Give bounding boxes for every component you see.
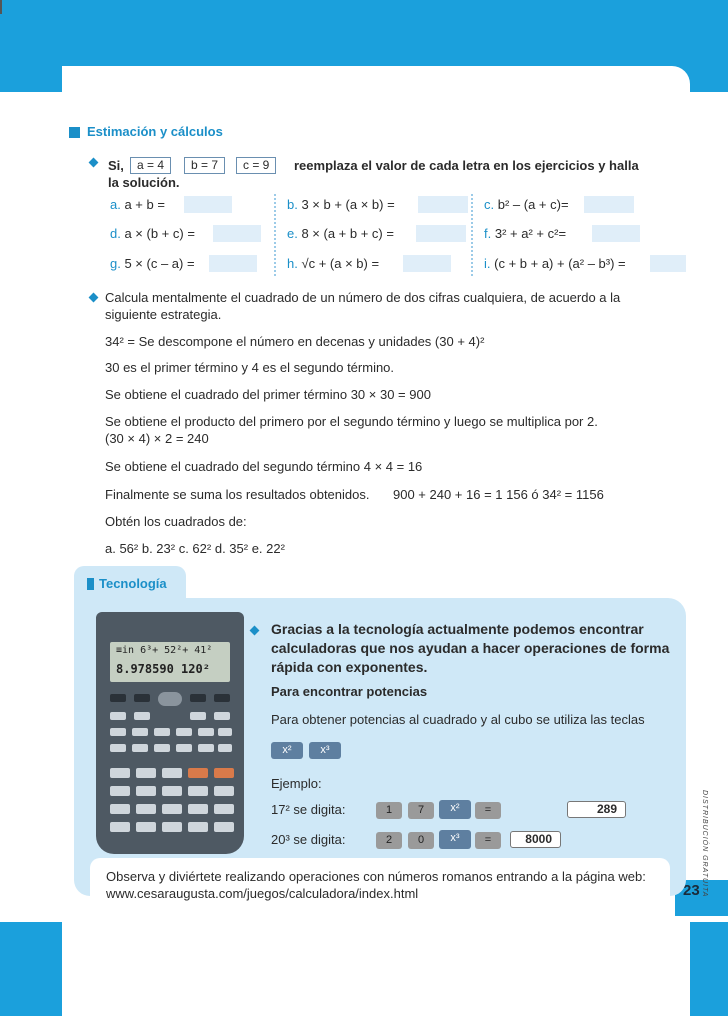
calculator-key bbox=[136, 768, 156, 778]
strategy-lead-line2: siguiente estrategia. bbox=[105, 307, 222, 322]
key-1: 1 bbox=[376, 802, 402, 819]
note-line1: Observa y diviértete realizando operaciones con números romanos entrando a la página web: bbox=[106, 869, 646, 884]
key-x-squared: x² bbox=[439, 800, 471, 819]
calculator-key bbox=[136, 804, 156, 814]
column-separator bbox=[471, 194, 473, 276]
cube-key-button: x³ bbox=[309, 742, 341, 759]
strategy-result: 900 + 240 + 16 = 1 156 ó 34² = 1156 bbox=[393, 487, 604, 502]
calculator-key bbox=[218, 744, 232, 752]
calculator-key bbox=[110, 768, 130, 778]
tech-paragraph-line1: Gracias a la tecnología actualmente podemos encontrar bbox=[271, 621, 644, 637]
tech-title: Tecnología bbox=[99, 576, 167, 591]
exercise-f: f. 3² + a² + c²= bbox=[484, 226, 567, 241]
calculator-key bbox=[110, 786, 130, 796]
calculator-key bbox=[162, 822, 182, 832]
answer-field-a[interactable] bbox=[184, 196, 232, 213]
var-a-box: a = 4 bbox=[130, 157, 171, 174]
answer-field-g[interactable] bbox=[209, 255, 257, 272]
key-7: 7 bbox=[408, 802, 434, 819]
calculator-image bbox=[96, 612, 244, 854]
exercise-b: b. 3 × b + (a × b) = bbox=[287, 197, 395, 212]
section-square-icon bbox=[69, 127, 80, 138]
calculator-key bbox=[188, 768, 208, 778]
calculator-key bbox=[188, 822, 208, 832]
square-key-button: x² bbox=[271, 742, 303, 759]
example1-prefix: 17² se digita: bbox=[271, 802, 346, 817]
calculator-key bbox=[134, 694, 150, 702]
answer-field-f[interactable] bbox=[592, 225, 640, 242]
calculator-key bbox=[214, 712, 230, 720]
example2-result: 8000 bbox=[510, 831, 561, 848]
calculator-key bbox=[214, 822, 234, 832]
intro-line2: la solución. bbox=[108, 175, 180, 190]
example2-prefix: 20³ se digita: bbox=[271, 832, 346, 847]
calculator-key bbox=[110, 822, 130, 832]
calculator-key bbox=[188, 804, 208, 814]
strategy-step: (30 × 4) × 2 = 240 bbox=[105, 431, 209, 446]
tech-paragraph-line3: rápida con exponentes. bbox=[271, 659, 428, 675]
strategy-step: 34² = Se descompone el número en decenas y unidades (30 + 4)² bbox=[105, 334, 485, 349]
calculator-key bbox=[218, 728, 232, 736]
calculator-key bbox=[188, 786, 208, 796]
page-number: 23 bbox=[683, 882, 700, 899]
calculator-key bbox=[176, 744, 192, 752]
var-b-box: b = 7 bbox=[184, 157, 225, 174]
calculator-key bbox=[134, 712, 150, 720]
calculator-key bbox=[214, 694, 230, 702]
strategy-step: Finalmente se suma los resultados obtenidos. bbox=[105, 487, 370, 502]
strategy-lead-line1: Calcula mentalmente el cuadrado de un número de dos cifras cualquiera, de acuerdo a la bbox=[105, 290, 621, 305]
calculator-key bbox=[110, 694, 126, 702]
exercise-d: d. a × (b + c) = bbox=[110, 226, 195, 241]
tech-tab-marker bbox=[87, 578, 94, 590]
exercise-g: g. 5 × (c – a) = bbox=[110, 256, 195, 271]
calculator-screen bbox=[110, 642, 230, 682]
strategy-step: Se obtiene el cuadrado del primer término 30 × 30 = 900 bbox=[105, 387, 431, 402]
exercise-a: a. a + b = bbox=[110, 197, 165, 212]
key-equals: = bbox=[475, 832, 501, 849]
var-c-box: c = 9 bbox=[236, 157, 276, 174]
answer-field-b[interactable] bbox=[418, 196, 468, 213]
answer-field-d[interactable] bbox=[213, 225, 261, 242]
calculator-key bbox=[190, 712, 206, 720]
calculator-key bbox=[136, 786, 156, 796]
answer-field-h[interactable] bbox=[403, 255, 451, 272]
note-box bbox=[90, 858, 670, 912]
exercise-e: e. 8 × (a + b + c) = bbox=[287, 226, 394, 241]
calculator-key bbox=[132, 728, 148, 736]
answer-field-c[interactable] bbox=[584, 196, 634, 213]
calculator-key bbox=[176, 728, 192, 736]
answer-field-i[interactable] bbox=[650, 255, 686, 272]
strategy-task: Obtén los cuadrados de: bbox=[105, 514, 247, 529]
side-distribution-text: DISTRIBUCIÓN GRATUITA bbox=[701, 790, 708, 898]
strategy-exercises: a. 56² b. 23² c. 62² d. 35² e. 22² bbox=[105, 541, 285, 556]
column-separator bbox=[274, 194, 276, 276]
calculator-key bbox=[136, 822, 156, 832]
calculator-key bbox=[132, 744, 148, 752]
note-link[interactable]: www.cesaraugusta.com/juegos/calculadora/index.html bbox=[106, 886, 419, 901]
strategy-step: 30 es el primer término y 4 es el segundo término. bbox=[105, 360, 395, 375]
calculator-key bbox=[162, 786, 182, 796]
calculator-key bbox=[190, 694, 206, 702]
calculator-key bbox=[154, 728, 170, 736]
calculator-key bbox=[110, 804, 130, 814]
strategy-step: Se obtiene el producto del primero por el segundo término y luego se multiplica por 2. bbox=[105, 414, 598, 429]
calculator-key bbox=[154, 744, 170, 752]
calculator-key bbox=[214, 786, 234, 796]
calculator-key bbox=[214, 804, 234, 814]
calculator-key bbox=[214, 768, 234, 778]
calculator-key bbox=[110, 712, 126, 720]
key-equals: = bbox=[475, 802, 501, 819]
calculator-screen-bottom: 8.978590 120² bbox=[116, 662, 210, 676]
key-x-cubed: x³ bbox=[439, 830, 471, 849]
key-0: 0 bbox=[408, 832, 434, 849]
example-label: Ejemplo: bbox=[271, 776, 322, 791]
tech-paragraph-line2: calculadoras que nos ayudan a hacer operaciones de forma bbox=[271, 640, 670, 656]
calculator-key bbox=[198, 744, 214, 752]
tech-keys-text: Para obtener potencias al cuadrado y al cubo se utiliza las teclas bbox=[271, 712, 645, 727]
key-2: 2 bbox=[376, 832, 402, 849]
exercise-h: h. √c + (a × b) = bbox=[287, 256, 380, 271]
calculator-key bbox=[162, 804, 182, 814]
example1-result: 289 bbox=[567, 801, 626, 818]
tech-subtitle: Para encontrar potencias bbox=[271, 684, 428, 699]
calculator-key bbox=[198, 728, 214, 736]
exercise-i: i. (c + b + a) + (a² – b³) = bbox=[484, 256, 626, 271]
calculator-key bbox=[110, 744, 126, 752]
strategy-step: Se obtiene el cuadrado del segundo término 4 × 4 = 16 bbox=[105, 459, 423, 474]
calculator-key bbox=[162, 768, 182, 778]
intro-rest: reemplaza el valor de cada letra en los ejercicios y halla bbox=[294, 158, 639, 173]
answer-field-e[interactable] bbox=[416, 225, 466, 242]
section-title-estimacion: Estimación y cálculos bbox=[87, 124, 223, 139]
top-left-mark bbox=[0, 0, 2, 14]
calculator-key bbox=[110, 728, 126, 736]
intro-si: Si, bbox=[108, 158, 124, 173]
calculator-dpad bbox=[158, 692, 182, 706]
exercise-c: c. b² – (a + c)= bbox=[484, 197, 569, 212]
calculator-screen-top: ≡in 6³+ 52²+ 41² bbox=[116, 645, 213, 656]
